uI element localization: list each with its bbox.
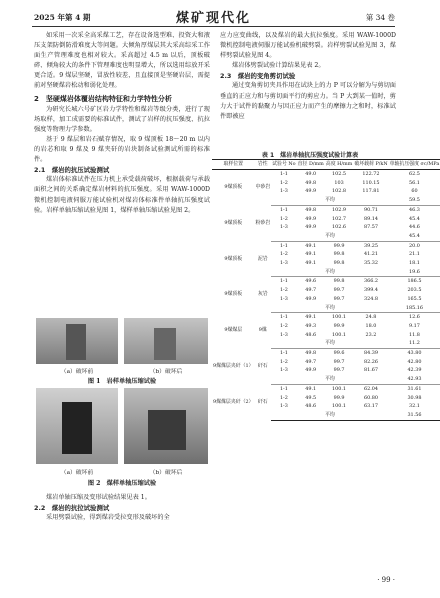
table-cell: 49.7 — [305, 358, 317, 365]
average-value: 59.5 — [389, 196, 440, 205]
table-cell: 18.1 — [409, 260, 420, 267]
table-cell: 49.0 — [305, 171, 317, 177]
table-cell: 1-2 — [279, 394, 288, 401]
average-value: 42.93 — [389, 375, 440, 384]
table-cell: 46.3 — [409, 206, 420, 213]
section-2-paragraph-b: 基于 9 煤层和岩石赋存情况，取 9 煤顶板 18～20 m 以内的岩芯和取 9 煤及 9 煤夹矸的岩块制备试验测试所需的标准件。 — [34, 135, 210, 164]
table-cell: 62.04 — [363, 385, 378, 392]
table-cell: 399.4 — [363, 287, 378, 294]
table-cell: 23.2 — [365, 331, 377, 338]
table-cell: 165.5 — [407, 295, 422, 302]
average-label: 平均 — [271, 268, 388, 277]
table1-reference: 煤岩单轴压缩及变形试验结果见表 1。 — [46, 494, 151, 501]
table-cell: 87.57 — [363, 224, 378, 231]
table1-title: 表 1 煤岩单轴抗压强度试验计算表 — [261, 152, 359, 159]
table1 — [212, 159, 440, 421]
table-cell: 102.9 — [332, 206, 347, 213]
cell-location: 9煤顶板 — [224, 291, 243, 298]
table-cell: 99.7 — [333, 367, 345, 374]
table-cell: 102.8 — [332, 188, 347, 195]
table-cell: 18.0 — [365, 322, 377, 329]
table-cell: 49.9 — [305, 188, 317, 195]
table-cell: 49.3 — [305, 322, 317, 329]
cell-location: 9煤煤层夹矸（2） — [213, 398, 254, 405]
table-cell: 49.9 — [305, 215, 317, 222]
table-cell: 102.6 — [332, 224, 347, 231]
subsection-2-1-paragraph: 煤岩体标准试件在压力机上承受载荷破坏，根据载荷与承载面积之间的关系确定煤岩材料的抗压强度。采用 WAW-1000D 微机控制电液伺服万能试验机对煤岩体标准件单轴抗压强度试验。岩样单轴压缩试验见图 1，煤样单轴压缩试验见图 2。 — [34, 176, 210, 214]
fig2b-caption: （b）破坏后 — [149, 470, 183, 476]
table-cell: 49.9 — [305, 224, 317, 231]
table-cell: 49.9 — [305, 367, 317, 374]
table-cell: 49.1 — [305, 251, 317, 258]
average-label: 平均 — [271, 339, 388, 348]
table-cell: 99.9 — [333, 394, 345, 401]
fig1-photo-after — [124, 318, 208, 364]
table-cell: 42.80 — [407, 358, 422, 365]
cell-lithology: 矸石 — [257, 398, 268, 405]
table-row — [212, 313, 440, 322]
table1-container — [212, 150, 440, 421]
table-cell: 12.6 — [409, 314, 420, 321]
section-2-heading: 2 坚硬煤岩体覆岩结构特征和力学特性分析 — [34, 94, 172, 103]
fig2-photo-before — [36, 388, 118, 464]
table-cell: 1-2 — [279, 322, 288, 329]
table-row — [212, 277, 440, 286]
average-label: 平均 — [271, 411, 388, 420]
table-cell: 366.2 — [363, 278, 378, 285]
table-cell: 35.32 — [363, 260, 378, 267]
th-lithology: 岩性 — [254, 160, 271, 170]
fig1a-caption: （a）破坏前 — [60, 369, 94, 375]
section-2-paragraph: 为研究长城六号矿区岩力学特性和煤岩等级分类，进行了现场取样，加工成需要的标准试件，测试了岩样的抗压强度、抗拉强度等物理力学参数。 — [34, 105, 210, 133]
table-row — [212, 384, 440, 393]
cell-lithology: 灰岩 — [257, 291, 268, 298]
table-cell: 1-2 — [279, 215, 288, 222]
cell-location: 9煤煤层夹矸（1） — [213, 363, 254, 370]
cell-lithology: 9煤 — [258, 327, 267, 334]
table-cell: 49.1 — [305, 260, 317, 267]
table-cell: 100.1 — [332, 385, 347, 392]
table-cell: 60.80 — [363, 394, 378, 401]
fig2-caption: 图 2 煤样单轴压缩试验 — [87, 480, 157, 487]
table-cell: 62.5 — [409, 171, 420, 177]
fig2-photo-after — [124, 388, 208, 464]
table-cell: 99.7 — [333, 287, 345, 294]
table-cell: 324.8 — [363, 295, 378, 302]
cell-location: 9煤顶板 — [224, 184, 243, 191]
average-value: 45.4 — [389, 232, 440, 241]
table-cell: 1-1 — [279, 242, 288, 249]
table-cell: 100.1 — [332, 403, 347, 410]
table-cell: 48.6 — [305, 403, 317, 410]
table-cell: 99.9 — [333, 322, 345, 329]
header-journal-title: 煤矿现代化 — [175, 11, 251, 26]
table-cell: 99.7 — [333, 358, 345, 365]
cell-location: 9煤顶板 — [224, 255, 243, 262]
table-cell: 49.1 — [305, 314, 317, 321]
intro-paragraph: 如采用一次采全高采煤工艺，存在设备选型难、投资大和液压支架防倒防滑难度大等问题。大倾角厚煤层其大采高综采工作面生产管理难度也相对较大。采高超过 4.5 m 以后，顶板破碎、倾角较大的条件下管理难度也明显增大，所以选用综放开采更合适。9 煤层坚硬，冒放性较差，且直接顶是坚硬岩层，需提前对坚硬煤岩松动和弱化处理。 — [34, 32, 210, 90]
table-cell: 45.4 — [409, 215, 420, 222]
right-column-top — [220, 31, 396, 122]
table-row — [212, 170, 440, 179]
table-cell: 102.5 — [332, 171, 347, 177]
table-cell: 49.6 — [305, 278, 317, 285]
cell-lithology: 泥岩 — [257, 255, 268, 262]
table-cell: 100.1 — [332, 314, 347, 321]
table-cell: 49.9 — [305, 295, 317, 302]
average-label: 平均 — [271, 196, 388, 205]
average-label: 平均 — [271, 375, 388, 384]
table-cell: 1-2 — [279, 358, 288, 365]
left-column-bottom — [34, 493, 210, 523]
table-cell: 100.1 — [332, 331, 347, 338]
cell-location: 9煤顶板 — [224, 219, 243, 226]
table-cell: 99.6 — [333, 350, 345, 357]
table-cell: 1-3 — [279, 224, 288, 231]
table-cell: 99.9 — [333, 242, 345, 249]
table-cell: 99.7 — [333, 295, 345, 302]
th-strength: 单轴抗压强度 σc/MPa — [389, 160, 440, 170]
table-cell: 1-1 — [279, 278, 288, 285]
table-cell: 1-3 — [279, 295, 288, 302]
table-cell: 110.15 — [362, 179, 380, 186]
table-cell: 21.1 — [409, 251, 420, 258]
th-load: 破坏载荷 P/kN — [353, 160, 388, 170]
table-cell: 24.8 — [365, 314, 377, 321]
table1-header-row — [212, 160, 440, 170]
table-cell: 56.1 — [409, 179, 420, 186]
header-rule — [32, 26, 395, 27]
table-cell: 1-2 — [279, 287, 288, 294]
average-value: 11.2 — [389, 339, 440, 348]
table-cell: 63.17 — [363, 403, 378, 410]
table-cell: 48.6 — [305, 331, 317, 338]
table-cell: 1-1 — [279, 350, 288, 357]
table-cell: 1-3 — [279, 403, 288, 410]
table-cell: 1-1 — [279, 385, 288, 392]
right-paragraph-1: 应力应变曲线，以及煤岩的最大抗拉强度。采用 WAW-1000D 微机控制电液伺服万能试验机破劈裂。岩样劈裂试验见图 3，煤样劈裂试验见图 4。 — [220, 32, 396, 60]
table-cell: 117.81 — [362, 188, 380, 195]
table-cell: 49.5 — [305, 394, 317, 401]
table-cell: 1-3 — [279, 331, 288, 338]
table-cell: 42.39 — [407, 367, 422, 374]
th-height: 高度 H/mm — [325, 160, 354, 170]
cell-lithology: 中砂岩 — [255, 184, 271, 191]
average-value: 31.56 — [389, 411, 440, 420]
header-volume: 第 34 卷 — [365, 13, 395, 22]
fig1-caption: 图 1 岩样单轴压缩试验 — [87, 378, 157, 385]
table-cell: 81.67 — [363, 367, 378, 374]
th-test-no: 试验号 No — [271, 160, 296, 170]
average-value: 185.16 — [389, 304, 440, 313]
table-cell: 49.8 — [305, 206, 317, 213]
table-cell: 49.7 — [305, 287, 317, 294]
left-column-top — [34, 31, 210, 216]
fig1b-caption: （b）破坏后 — [149, 369, 183, 375]
subsection-2-2-paragraph: 采用劈裂试验，得到煤岩受拉变形及破坏的全 — [46, 514, 170, 522]
table-cell: 1-3 — [279, 367, 288, 374]
table-cell: 1-1 — [279, 314, 288, 321]
right-paragraph-3: 通过变角剪切夹具作用在试块上的力 P 可以分解为与剪切面垂直的正应力和与剪切面平行的剪应力。当 P 大到某一值时，剪力大于试件的黏聚力与因正应力而产生的摩擦力之和时，标准试件即被应 — [220, 82, 396, 120]
table-row — [212, 241, 440, 250]
table-cell: 11.8 — [409, 331, 420, 338]
table-cell: 31.61 — [407, 385, 422, 392]
table-cell: 30.98 — [407, 394, 422, 401]
header-issue: 2025 年第 4 期 — [34, 13, 91, 22]
table-cell: 20.0 — [409, 242, 420, 249]
table-cell: 99.8 — [333, 260, 345, 267]
table-cell: 44.6 — [409, 224, 420, 231]
cell-lithology: 粉砂岩 — [255, 219, 271, 226]
table-cell: 43.80 — [407, 350, 422, 357]
right-paragraph-2: 煤岩体劈裂试验计算结果见表 2。 — [232, 62, 325, 70]
table-cell: 49.8 — [305, 179, 317, 186]
table-cell: 49.1 — [305, 385, 317, 392]
table-cell: 203.5 — [407, 287, 422, 294]
table-cell: 39.25 — [363, 242, 378, 249]
table-cell: 49.8 — [305, 350, 317, 357]
table-cell: 60 — [411, 188, 418, 195]
table-cell: 99.8 — [333, 251, 345, 258]
average-label: 平均 — [271, 232, 388, 241]
table-cell: 1-3 — [279, 188, 288, 195]
table-cell: 84.39 — [363, 350, 378, 357]
average-label: 平均 — [271, 304, 388, 313]
table-cell: 102.7 — [332, 215, 347, 222]
cell-lithology: 矸石 — [257, 363, 268, 370]
table-cell: 9.17 — [409, 322, 420, 329]
th-location: 取样位置 — [212, 160, 254, 170]
table-cell: 89.14 — [363, 215, 378, 222]
th-diameter: 直径 D/mm — [297, 160, 325, 170]
table-cell: 41.21 — [363, 251, 378, 258]
cell-location: 9煤煤层 — [224, 327, 243, 334]
table-cell: 90.71 — [363, 206, 378, 213]
subsection-2-3-heading: 2.3 煤岩的变角剪切试验 — [220, 72, 296, 81]
table-cell: 122.72 — [362, 171, 380, 177]
table-cell: 1-1 — [279, 171, 288, 177]
table-cell: 1-2 — [279, 179, 288, 186]
average-value: 19.6 — [389, 268, 440, 277]
table-cell: 1-3 — [279, 260, 288, 267]
table-row — [212, 205, 440, 214]
subsection-2-1-heading: 2.1 煤岩的抗压试验测试 — [34, 166, 110, 175]
table-cell: 103 — [334, 179, 344, 186]
fig1-photo-before — [36, 318, 118, 364]
table-cell: 1-2 — [279, 251, 288, 258]
table-cell: 49.1 — [305, 242, 317, 249]
table-cell: 99.8 — [333, 278, 345, 285]
page-number: · 99 · — [377, 576, 395, 584]
table-cell: 82.26 — [363, 358, 378, 365]
table-row — [212, 349, 440, 358]
fig2a-caption: （a）破坏前 — [60, 470, 94, 476]
table-cell: 1-1 — [279, 206, 288, 213]
table-cell: 186.5 — [407, 278, 422, 285]
table-cell: 32.1 — [409, 403, 420, 410]
subsection-2-2-heading: 2.2 煤岩的抗拉试验测试 — [34, 504, 110, 513]
